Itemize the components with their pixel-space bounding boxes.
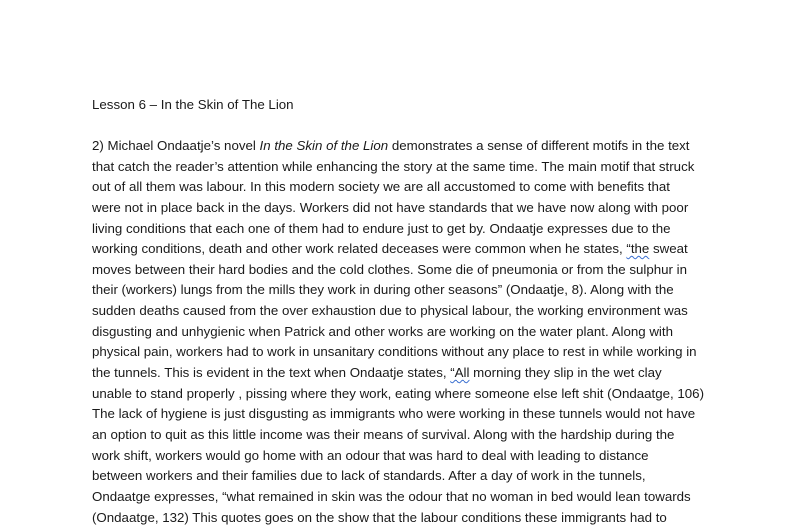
paragraph-line: moves between their hard bodies and the cold clothes. Some die of pneumonia or from the sulphur in <box>92 261 688 277</box>
line-text: morning they slip in the wet clay <box>469 365 662 381</box>
paragraph-line: between workers and their families due to lack of standards. After a day of work in the tunnels, <box>92 468 646 484</box>
paragraph-line <box>92 239 792 260</box>
essay-paragraph <box>92 136 792 528</box>
paragraph-line: out of all them was labour. In this modern society we are all accustomed to come with benefits that <box>92 179 670 195</box>
line-text: working conditions, death and other work related deceases were common when he states, <box>92 241 627 257</box>
line-text: the tunnels. This is evident in the text when Ondaatje states, <box>92 365 451 381</box>
lesson-heading: Lesson 6 – In the Skin of The Lion <box>92 97 294 112</box>
line-text: demonstrates a sense of different motifs in the text <box>388 138 690 153</box>
paragraph-line: physical pain, workers had to work in unsanitary conditions without any place to rest in while working in <box>92 344 697 360</box>
paragraph-line <box>92 363 792 384</box>
novel-title: In the Skin of the Lion <box>259 138 389 153</box>
paragraph-line: disgusting and unhygienic when Patrick and other works are working on the water plant. Along with <box>92 323 673 339</box>
paragraph-line: (Ondaatge, 132) This quotes goes on the show that the labour conditions these immigrants had to <box>92 509 667 525</box>
paragraph-line: that catch the reader’s attention while enhancing the story at the same time. The main motif that struck <box>92 158 695 174</box>
line-text: sweat <box>649 241 688 257</box>
paragraph-line: unable to stand properly , pissing where they work, eating where someone else left shit (Ondaatge, 106) <box>92 385 705 401</box>
grammar-flagged-word[interactable]: “All <box>450 365 470 381</box>
paragraph-line: an option to quit as this little income was their means of survival. Along with the hardship during the <box>92 426 675 442</box>
line-text: 2) Michael Ondaatje’s novel <box>92 138 260 153</box>
paragraph-line: Ondaatge expresses, “what remained in skin was the odour that no woman in bed would lean towards <box>92 488 691 504</box>
paragraph-line: living conditions that each one of them had to endure just to get by. Ondaatje expresses due to the <box>92 220 671 236</box>
paragraph-line <box>92 136 792 157</box>
paragraph-line: The lack of hygiene is just disgusting as immigrants who were working in these tunnels would not have <box>92 406 696 422</box>
paragraph-line: work shift, workers would go home with an odour that was hard to deal with leading to distance <box>92 447 649 463</box>
paragraph-line: their (workers) lungs from the mills they work in during other seasons” (Ondaatje, 8). Along with the <box>92 282 674 298</box>
paragraph-line: sudden deaths caused from the over exhaustion due to physical labour, the working environment was <box>92 303 688 319</box>
grammar-flagged-word[interactable]: “the <box>626 241 650 257</box>
paragraph-line: were not in place back in the days. Workers did not have standards that we have now along with poor <box>92 199 689 215</box>
